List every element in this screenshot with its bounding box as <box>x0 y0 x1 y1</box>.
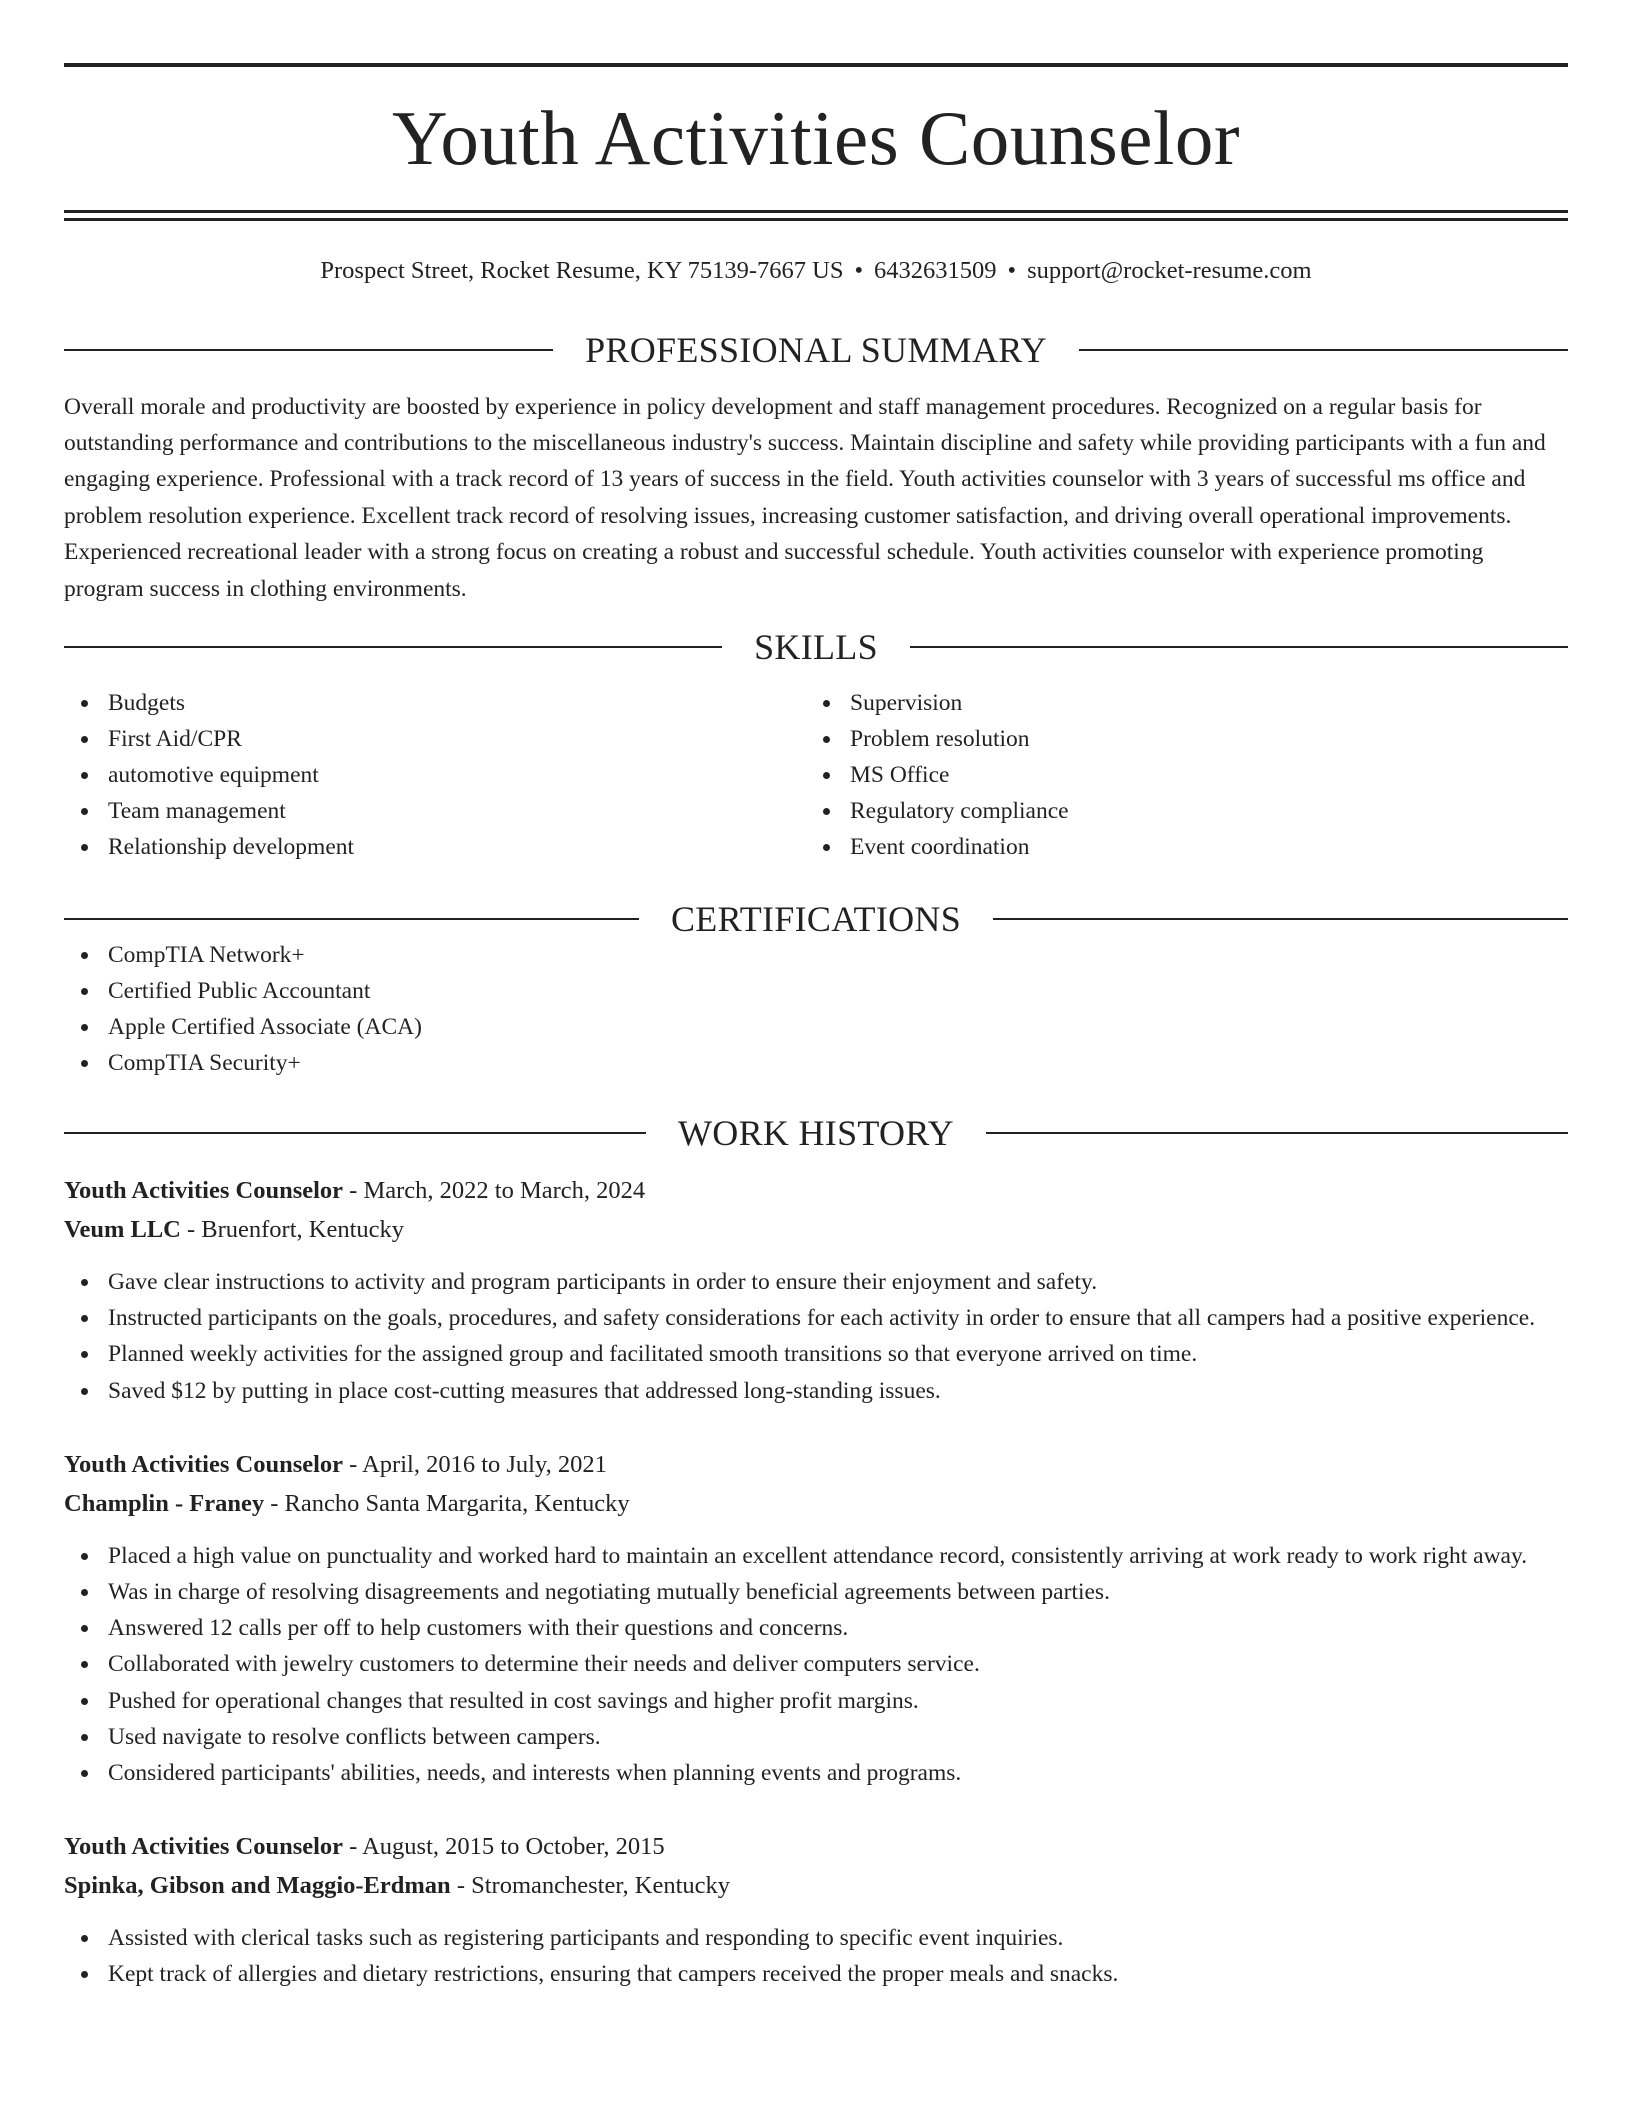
section-title: SKILLS <box>754 626 878 667</box>
skill-item: MS Office <box>806 757 1548 793</box>
skill-item: Supervision <box>806 685 1548 721</box>
skill-item: Relationship development <box>64 829 806 865</box>
section-title: WORK HISTORY <box>678 1112 954 1153</box>
certification-item: CompTIA Security+ <box>64 1045 1568 1081</box>
job-title-line <box>64 1445 1568 1484</box>
duty-item: Gave clear instructions to activity and program participants in order to ensure their enjoyment and safety. <box>64 1264 1568 1300</box>
duty-item: Assisted with clerical tasks such as registering participants and responding to specific event inquiries. <box>64 1920 1568 1956</box>
section-rule <box>986 1132 1568 1134</box>
skills-column-right <box>806 685 1548 865</box>
job-company-line <box>64 1484 1568 1523</box>
certifications-list <box>64 937 1568 1081</box>
section-rule <box>1079 349 1568 351</box>
job-entry <box>64 1171 1568 1409</box>
job-duties <box>64 1920 1568 1992</box>
skill-item: Event coordination <box>806 829 1548 865</box>
skill-item: First Aid/CPR <box>64 721 806 757</box>
duty-item: Used navigate to resolve conflicts between campers. <box>64 1719 1568 1755</box>
double-rule <box>64 210 1568 221</box>
duty-item: Instructed participants on the goals, procedures, and safety considerations for each activity in order to ensure that all campers had a positive experience. <box>64 1300 1568 1336</box>
job-company-line <box>64 1866 1568 1905</box>
separator: • <box>854 257 864 284</box>
separator: • <box>1007 257 1017 284</box>
section-header-skills <box>64 626 1568 667</box>
duty-item: Planned weekly activities for the assigned group and facilitated smooth transitions so that everyone arrived on time. <box>64 1336 1568 1372</box>
skills-column-left <box>64 685 806 865</box>
skill-item: Regulatory compliance <box>806 793 1548 829</box>
job-location: - Stromanchester, Kentucky <box>450 1872 731 1900</box>
section-rule <box>993 918 1568 920</box>
phone: 6432631509 <box>874 257 997 284</box>
job-dates: - March, 2022 to March, 2024 <box>343 1176 646 1204</box>
section-rule <box>64 349 553 351</box>
certification-item: Apple Certified Associate (ACA) <box>64 1009 1568 1045</box>
job-title-line <box>64 1171 1568 1210</box>
contact-line <box>64 259 1568 284</box>
section-rule <box>64 1132 646 1134</box>
skill-item: Team management <box>64 793 806 829</box>
skills-list <box>64 685 1568 865</box>
section-rule <box>64 646 722 648</box>
skill-item: Problem resolution <box>806 721 1548 757</box>
address: Prospect Street, Rocket Resume, KY 75139-7667 US <box>320 257 844 284</box>
section-rule <box>910 646 1568 648</box>
job-duties <box>64 1538 1568 1791</box>
job-company-line <box>64 1210 1568 1249</box>
duty-item: Considered participants' abilities, needs, and interests when planning events and programs. <box>64 1755 1568 1791</box>
job-title: Youth Activities Counselor <box>64 1450 344 1478</box>
summary-text: Overall morale and productivity are boosted by experience in policy development and staff management procedures. Recognized on a regular basis for outstanding performance and contributions to the miscellaneous industry's success. Maintain discipline and safety while providing participants with a fun and engaging experience. Professional with a track record of 13 years of success in the field. Youth activities counselor with 3 years of successful ms office and problem resolution experience. Excellent track record of resolving issues, increasing customer satisfaction, and driving overall operational improvements. Experienced recreational leader with a strong focus on creating a robust and successful schedule. Youth activities counselor with experience promoting program success in clothing environments. <box>64 393 1546 602</box>
job-title: Youth Activities Counselor <box>64 1176 344 1204</box>
skill-item: automotive equipment <box>64 757 806 793</box>
email: support@rocket-resume.com <box>1027 257 1312 284</box>
job-title: Youth Activities Counselor <box>64 1833 344 1861</box>
skill-item: Budgets <box>64 685 806 721</box>
job-company: Champlin - Franey <box>64 1489 265 1517</box>
job-title-line <box>64 1827 1568 1866</box>
section-rule <box>64 918 639 920</box>
duty-item: Placed a high value on punctuality and worked hard to maintain an excellent attendance record, consistently arriving at work ready to work right away. <box>64 1538 1568 1574</box>
section-header-certifications <box>64 898 1568 939</box>
certification-item: CompTIA Network+ <box>64 937 1568 973</box>
job-location: - Rancho Santa Margarita, Kentucky <box>264 1489 630 1517</box>
duty-item: Collaborated with jewelry customers to determine their needs and deliver computers service. <box>64 1646 1568 1682</box>
duty-item: Was in charge of resolving disagreements and negotiating mutually beneficial agreements between parties. <box>64 1574 1568 1610</box>
certification-item: Certified Public Accountant <box>64 973 1568 1009</box>
duty-item: Saved $12 by putting in place cost-cutting measures that addressed long-standing issues. <box>64 1373 1568 1409</box>
job-entry <box>64 1445 1568 1791</box>
section-header-summary <box>64 329 1568 370</box>
duty-item: Pushed for operational changes that resulted in cost savings and higher profit margins. <box>64 1683 1568 1719</box>
duty-item: Kept track of allergies and dietary restrictions, ensuring that campers received the proper meals and snacks. <box>64 1956 1568 1992</box>
job-dates: - April, 2016 to July, 2021 <box>343 1450 607 1478</box>
job-company: Spinka, Gibson and Maggio-Erdman <box>64 1872 451 1900</box>
top-rule <box>64 63 1568 67</box>
job-company: Veum LLC <box>64 1215 181 1243</box>
job-duties <box>64 1264 1568 1409</box>
job-entry <box>64 1827 1568 1992</box>
job-location: - Bruenfort, Kentucky <box>180 1215 405 1243</box>
section-title: CERTIFICATIONS <box>670 898 962 939</box>
section-title: PROFESSIONAL SUMMARY <box>585 329 1047 370</box>
section-header-work-history <box>64 1112 1568 1153</box>
resume-name: Youth Activities Counselor <box>392 95 1240 181</box>
duty-item: Answered 12 calls per off to help customers with their questions and concerns. <box>64 1610 1568 1646</box>
job-dates: - August, 2015 to October, 2015 <box>343 1833 665 1861</box>
